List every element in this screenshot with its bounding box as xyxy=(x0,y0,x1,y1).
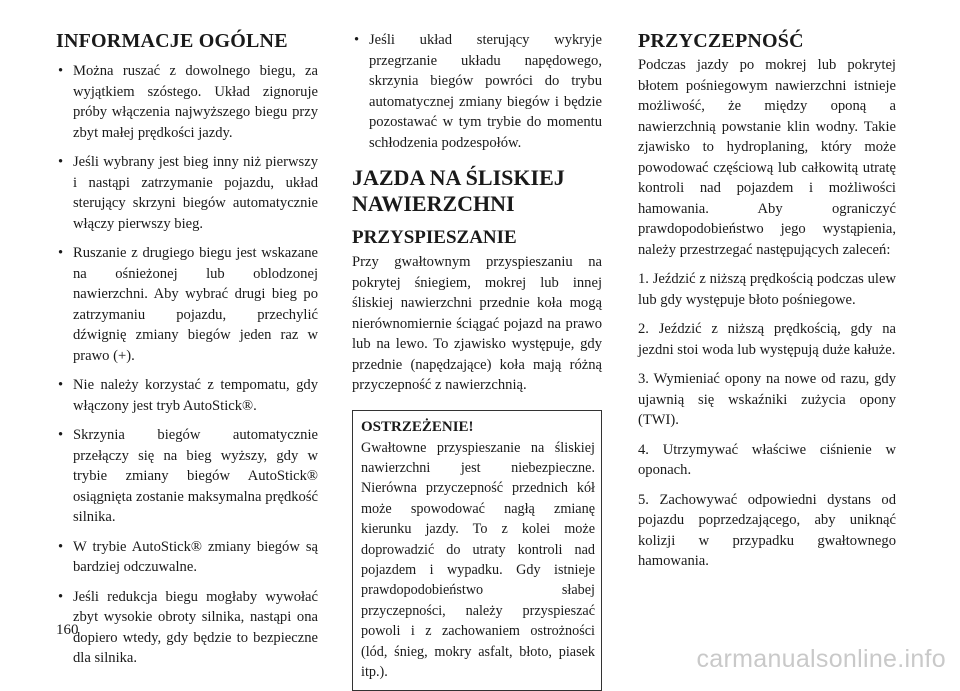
numbered-item: 2. Jeździć z niższą prędkością, gdy na jezdni stoi woda lub występują duże kałuże. xyxy=(638,319,896,360)
list-item: • Jeśli wybrany jest bieg inny niż pierwszy i nastąpi zatrzymanie pojazdu, układ sterujący skrzyni biegów automatycznie włączy pierwszy bieg. xyxy=(56,152,318,234)
page-number: 160 xyxy=(56,622,79,639)
column-right xyxy=(638,30,896,572)
column-left xyxy=(56,30,318,678)
bullet-icon: • xyxy=(354,30,359,51)
watermark: carmanualsonline.info xyxy=(696,645,946,674)
list-item: • Nie należy korzystać z tempomatu, gdy włączony jest tryb AutoStick®. xyxy=(56,375,318,416)
numbered-item: 5. Zachowywać odpowiedni dystans od pojazdu poprzedzającego, aby uniknąć kolizji w przypadku gwałtownego hamowania. xyxy=(638,490,896,572)
section-title-slippery-surface: JAZDA NA ŚLISKIEJ NAWIERZCHNI xyxy=(352,165,602,217)
bullet-icon: • xyxy=(58,537,63,558)
section-title-traction: PRZYCZEPNOŚĆ xyxy=(638,30,896,53)
column-middle xyxy=(352,30,602,691)
list-item: • Jeśli układ sterujący wykryje przegrzanie układu napędowego, skrzynia biegów powróci do trybu automatycznej zmiany biegów i będzie pozostawać w tym trybie do momentu schłodzenia podzespołów. xyxy=(352,30,602,153)
bullet-icon: • xyxy=(58,425,63,446)
bullet-icon: • xyxy=(58,243,63,264)
numbered-item: 4. Utrzymywać właściwe ciśnienie w oponach. xyxy=(638,440,896,481)
list-item: • Jeśli redukcja biegu mogłaby wywołać zbyt wysokie obroty silnika, nastąpi ona dopiero wtedy, gdy będzie to bezpieczne dla silnika. xyxy=(56,587,318,669)
numbered-item: 1. Jeździć z niższą prędkością podczas ulew lub gdy występuje błoto pośniegowe. xyxy=(638,269,896,310)
numbered-item: 3. Wymieniać opony na nowe od razu, gdy ujawnią się wskaźniki zużycia opony (TWI). xyxy=(638,369,896,431)
section-title-general-info: INFORMACJE OGÓLNE xyxy=(56,30,318,53)
general-info-list xyxy=(56,61,318,669)
acceleration-paragraph: Przy gwałtownym przyspieszaniu na pokrytej śniegiem, mokrej lub innej śliskiej nawierzchni przednie koła mogą nierównomiernie ściągać pojazd na prawo lub na lewo. To zjawisko występuje, gdy przednie (napędzające) koła mają różną przyczepność z nawierzchnią. xyxy=(352,252,602,396)
warning-box xyxy=(352,410,602,691)
bullet-icon: • xyxy=(58,587,63,608)
bullet-icon: • xyxy=(58,375,63,396)
list-item: • Skrzynia biegów automatycznie przełączy się na bieg wyższy, gdy w trybie zmiany biegów AutoStick® osiągnięta zostanie maksymalna prędkość silnika. xyxy=(56,425,318,528)
list-item: • W trybie AutoStick® zmiany biegów są bardziej odczuwalne. xyxy=(56,537,318,578)
general-info-list-continued xyxy=(352,30,602,153)
list-item: • Można ruszać z dowolnego biegu, za wyjątkiem szóstego. Układ zignoruje próby włączenia najwyższego biegu przy zbyt małej prędkości jazdy. xyxy=(56,61,318,143)
subsection-title-acceleration: PRZYSPIESZANIE xyxy=(352,227,602,249)
list-item: • Ruszanie z drugiego biegu jest wskazane na ośnieżonej lub oblodzonej nawierzchni. Aby wybrać drugi bieg po zatrzymaniu pojazdu, przechylić dźwignię zmiany biegów jeden raz w prawo (+). xyxy=(56,243,318,366)
traction-intro: Podczas jazdy po mokrej lub pokrytej błotem pośniegowym nawierzchni istnieje możliwość, że między oponą a nawierzchnią powstanie klin wodny. Takie zjawisko to hydroplaning, który może powodować częściową lub całkowitą utratę kontroli nad pojazdem i możliwości hamowania. Aby ograniczyć prawdopodobieństwo jego wystąpienia, należy przestrzegać następujących zaleceń: xyxy=(638,55,896,260)
warning-title: OSTRZEŻENIE! xyxy=(361,417,595,437)
bullet-icon: • xyxy=(58,61,63,82)
warning-text: Gwałtowne przyspieszanie na śliskiej nawierzchni jest niebezpieczne. Nierówna przyczepność przednich kół może spowodować nagłą zmianę kierunku jazdy. To z kolei może doprowadzić do utraty kontroli nad pojazdem i wypadku. Gdy istnieje prawdopodobieństwo słabej przyczepności, należy przyspieszać powoli i z zachowaniem ostrożności (lód, śnieg, mokry asfalt, błoto, piasek itp.). xyxy=(361,438,595,683)
bullet-icon: • xyxy=(58,152,63,173)
